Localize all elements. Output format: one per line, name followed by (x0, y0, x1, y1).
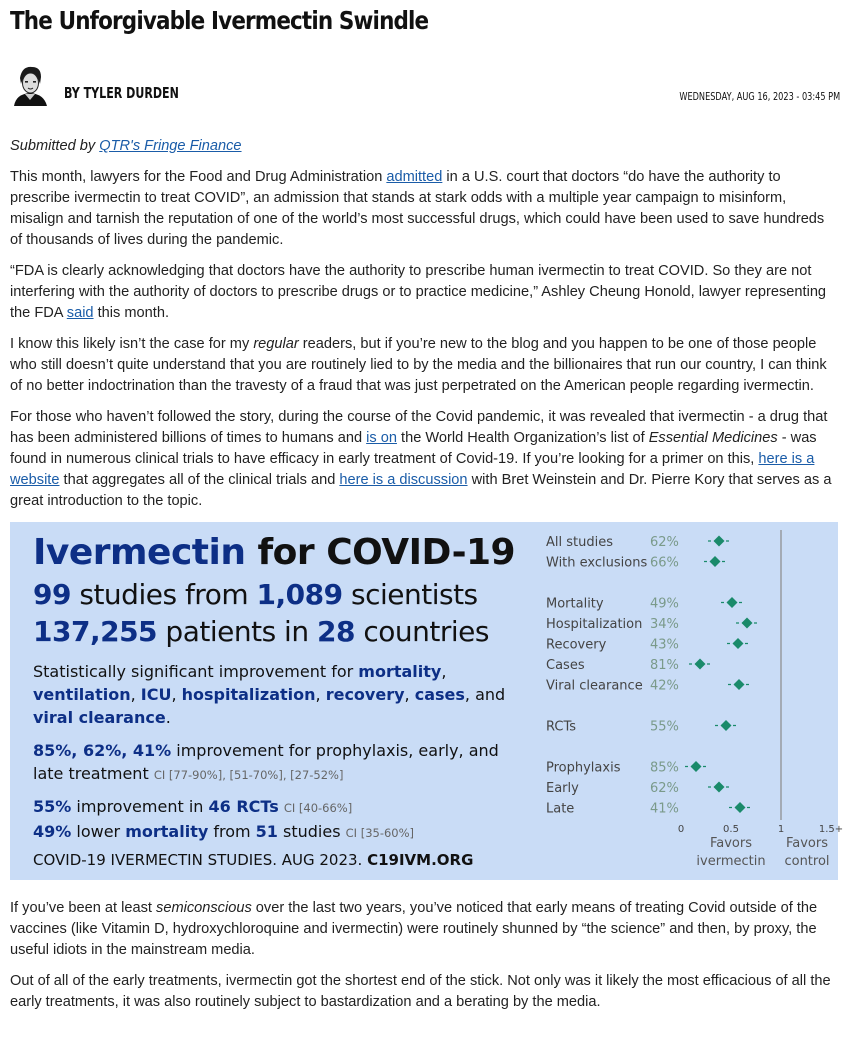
publish-date: WEDNESDAY, AUG 16, 2023 - 03:45 PM (679, 91, 840, 103)
effect-marker (714, 536, 725, 547)
favors-ivermectin-label: Favors (709, 836, 753, 851)
effect-marker (721, 720, 732, 731)
row-label: Late (546, 801, 575, 817)
row-percent: 85% (650, 760, 679, 776)
significance-text: Statistically significant improvement for mortality, ventilation, ICU, hospitalization, recovery, cases, and viral clearance. (33, 662, 506, 727)
effect-marker (733, 638, 744, 649)
ivermectin-infographic[interactable] (10, 522, 844, 880)
infographic-summary (33, 530, 523, 845)
row-percent: 81% (650, 658, 679, 673)
submitted-by: Submitted by QTR's Fringe Finance (10, 138, 242, 154)
website-link[interactable]: here is a website (10, 451, 815, 488)
row-percent: 43% (650, 637, 679, 653)
author-avatar[interactable] (10, 64, 50, 106)
paragraph-3: I know this likely isn’t the case for my regular readers, but if you’re new to the blog and you happen to be one of those people who still doesn’t quite understand that you are routinely lied to by the media and the billionaires that run our country, I can think of no better indoctrination than the travesty of a fraud that was just perpetrated on the American people regarding ivermectin. (10, 336, 827, 394)
mortality-text: 49% lower mortality from 51 studies CI [35-60%] (33, 822, 415, 841)
row-label: With exclusions (546, 555, 648, 571)
rct-text: 55% improvement in 46 RCTs CI [40-66%] (33, 797, 353, 816)
infographic-footer: COVID-19 IVERMECTIN STUDIES. AUG 2023. C19IVM.ORG (33, 851, 474, 869)
article-body (10, 136, 844, 1023)
row-label: Early (546, 781, 579, 796)
treatment-text: 85%, 62%, 41% improvement for prophylaxis, early, and late treatment CI [77-90%], [51-70%], [27-52%] (33, 741, 499, 783)
x-tick-label: 1 (777, 824, 785, 835)
row-percent: 66% (650, 555, 679, 571)
row-percent: 41% (650, 801, 679, 817)
row-label: Cases (546, 658, 585, 673)
row-percent: 34% (650, 617, 679, 632)
effect-marker (742, 618, 753, 629)
row-percent: 55% (650, 719, 679, 735)
x-tick-label: 0 (677, 824, 685, 835)
favors-ivermectin-label: ivermectin (696, 854, 766, 869)
paragraph-1: This month, lawyers for the Food and Drug Administration admitted in a U.S. court that doctors “do have the authority to prescribe ivermectin to treat COVID”, an admission that stands at stark odds with a multiple year campaign to misinform, misalign and tarnish the reputation of one of the world’s most successful drugs, which could have been used to save hundreds of thousands of lives during the pandemic. (10, 169, 825, 248)
row-label: Prophylaxis (546, 760, 621, 776)
row-percent: 62% (650, 781, 679, 796)
row-percent: 49% (650, 596, 679, 612)
favors-control-label: control (784, 854, 830, 869)
effect-marker (727, 597, 738, 608)
infographic-headline: Ivermectin for COVID-19 (33, 532, 516, 573)
submitted-by-link[interactable]: QTR's Fringe Finance (99, 138, 242, 154)
author-name[interactable]: BY TYLER DURDEN (64, 84, 179, 102)
forest-plot (530, 522, 844, 880)
paragraph-6: Out of all of the early treatments, ivermectin got the shortest end of the stick. Not only was it likely the most efficacious of all the early treatments, it was also routinely subject to bastardization and a berating by the media. (10, 973, 831, 1010)
studies-line: 99 studies from 1,089 scientists (33, 578, 478, 611)
patients-line: 137,255 patients in 28 countries (33, 615, 489, 648)
row-label: RCTs (546, 719, 577, 735)
forest-plot-svg (530, 522, 844, 880)
row-label: Viral clearance (546, 678, 643, 694)
byline (10, 64, 840, 108)
row-percent: 42% (650, 678, 679, 694)
favors-control-label: Favors (785, 836, 829, 851)
effect-marker (734, 679, 745, 690)
x-tick-label: 1.5+ (818, 824, 844, 835)
row-label: Hospitalization (546, 617, 643, 632)
row-label: All studies (546, 535, 613, 550)
paragraph-2: “FDA is clearly acknowledging that doctors have the authority to prescribe human ivermectin to treat COVID. So they are not interfering with the authority of doctors to prescribe drugs or to practice medicine,” Ashley Cheung Honold, lawyer representing the FDA said this month. (10, 263, 827, 321)
paragraph-5: If you’ve been at least semiconscious over the last two years, you’ve noticed that early means of treating Covid outside of the vaccines (like Vitamin D, hydroxychloroquine and ivermectin) were routinely shunned by “the science” and then, by proxy, the useful idiots in the mainstream media. (10, 900, 818, 958)
paragraph-4: For those who haven’t followed the story, during the course of the Covid pandemic, it was revealed that ivermectin - a drug that has been administered billions of times to humans and is on the World Health Organization’s list of Essential Medicines - was found in numerous clinical trials to have efficacy in early treatment of Covid-19. If you’re looking for a primer on this, here is a website that aggregates all of the clinical trials and here is a discussion with Bret Weinstein and Dr. Pierre Kory that serves as a great introduction to the topic. (10, 409, 832, 509)
effect-marker (691, 761, 702, 772)
row-label: Recovery (546, 637, 607, 653)
discussion-link[interactable]: here is a discussion (339, 472, 468, 488)
effect-marker (695, 659, 706, 670)
x-tick-label: 0.5 (723, 824, 739, 835)
row-percent: 62% (650, 535, 679, 550)
effect-marker (735, 802, 746, 813)
is-on-link[interactable]: is on (366, 430, 397, 446)
said-link[interactable]: said (66, 305, 94, 321)
admitted-link[interactable]: admitted (386, 169, 443, 185)
article-title: The Unforgivable Ivermectin Swindle (10, 6, 429, 35)
effect-marker (710, 556, 721, 567)
effect-marker (714, 782, 725, 793)
row-label: Mortality (546, 596, 604, 612)
